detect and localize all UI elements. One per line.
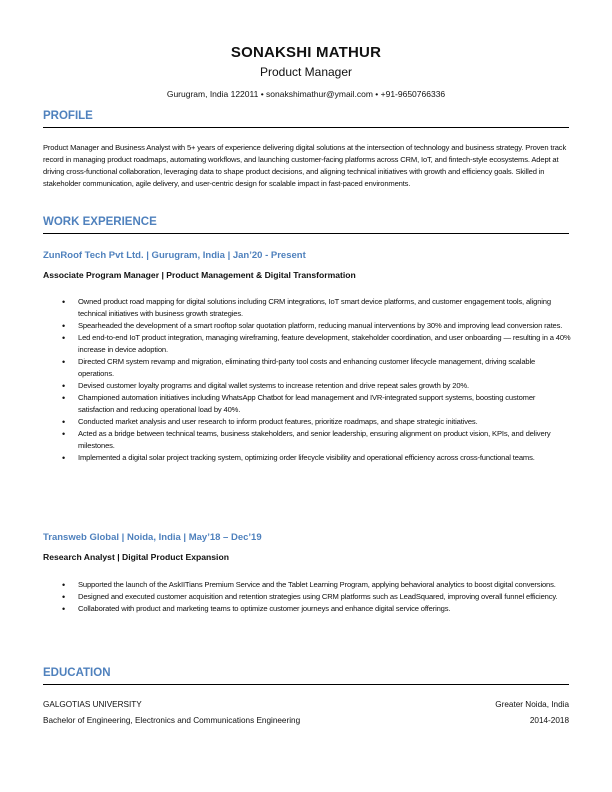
job-bullets — [62, 579, 572, 615]
job-company-line: ZunRoof Tech Pvt Ltd. | Gurugram, India | Jan’20 - Present — [43, 250, 306, 261]
bullet-item: • Collaborated with product and marketing teams to optimize customer journeys and enhance digital service offerings. — [62, 603, 572, 615]
degree-years: 2014-2018 — [529, 716, 569, 725]
education-row-degree — [43, 716, 569, 725]
bullet-item: • Acted as a bridge between technical teams, business stakeholders, and senior leadership, ensuring alignment on product vision, KPIs, and delivery milestones. — [62, 428, 572, 452]
bullet-item: • Spearheaded the development of a smart rooftop solar quotation platform, reducing manual interventions by 30% and improving lead conversion rates. — [62, 320, 572, 332]
bullet-item: • Owned product road mapping for digital solutions including CRM integrations, IoT smart device platforms, and customer engagement tools, aligning technical initiatives with business growth strategies. — [62, 296, 572, 320]
degree: Bachelor of Engineering, Electronics and Communications Engineering — [43, 716, 301, 725]
education-heading: EDUCATION — [43, 667, 111, 679]
profile-heading: PROFILE — [43, 110, 93, 122]
education-divider — [43, 684, 569, 685]
education-row-school — [43, 700, 569, 709]
bullet-item: • Led end-to-end IoT product integration, managing wireframing, feature development, stakeholder coordination, and user onboarding — resulting in a 40% increase in device adoption. — [62, 332, 572, 356]
bullet-item: • Implemented a digital solar project tracking system, optimizing order lifecycle visibility and operational efficiency across cross-functional teams. — [62, 452, 572, 464]
bullet-item: • Devised customer loyalty programs and digital wallet systems to increase retention and drive repeat sales growth by 20%. — [62, 380, 572, 392]
bullet-item: • Directed CRM system revamp and migration, eliminating third-party tool costs and enhancing customer lifecycle management, driving scalable operations. — [62, 356, 572, 380]
job-company-line: Transweb Global | Noida, India | May’18 – Dec’19 — [43, 532, 262, 543]
bullet-item: • Supported the launch of the AskIITians Premium Service and the Tablet Learning Program, applying behavioral analytics to boost digital conversions. — [62, 579, 572, 591]
school-name: GALGOTIAS UNIVERSITY — [43, 700, 142, 709]
bullet-item: • Designed and executed customer acquisition and retention strategies using CRM platforms such as LeadSquared, improving overall funnel efficiency. — [62, 591, 572, 603]
contact-line: Gurugram, India 122011 • sonakshimathur@ymail.com • +91-9650766336 — [166, 89, 446, 99]
work-experience-divider — [43, 233, 569, 234]
bullet-item: • Conducted market analysis and user research to inform product features, prioritize roadmaps, and shape strategic initiatives. — [62, 416, 572, 428]
profile-text: Product Manager and Business Analyst with 5+ years of experience delivering digital solutions at the intersection of technology and business strategy. Proven track record in managing product roadmaps, automating workflows, and launching customer-facing platforms across CRM, IoT, and fintech-style ecosystems. Adept at driving cross-functional collaboration, leveraging data to shape product decisions, and aligning technical initiatives with growth and efficiency goals. Skilled in stakeholder communication, agile delivery, and user-centric design for scalable impact in fast-paced environments. — [43, 143, 567, 188]
candidate-name: SONAKSHI MATHUR — [230, 44, 382, 61]
profile-divider — [43, 127, 569, 128]
bullet-item: • Championed automation initiatives including WhatsApp Chatbot for lead management and IVR-integrated support systems, boosting customer satisfaction and reducing operational load by 40%. — [62, 392, 572, 416]
school-location: Greater Noida, India — [495, 700, 569, 709]
candidate-title: Product Manager — [259, 65, 353, 79]
job-role: Research Analyst | Digital Product Expansion — [43, 552, 229, 562]
job-role: Associate Program Manager | Product Management & Digital Transformation — [43, 270, 356, 280]
job-bullets — [62, 296, 572, 464]
work-experience-heading: WORK EXPERIENCE — [43, 216, 157, 228]
